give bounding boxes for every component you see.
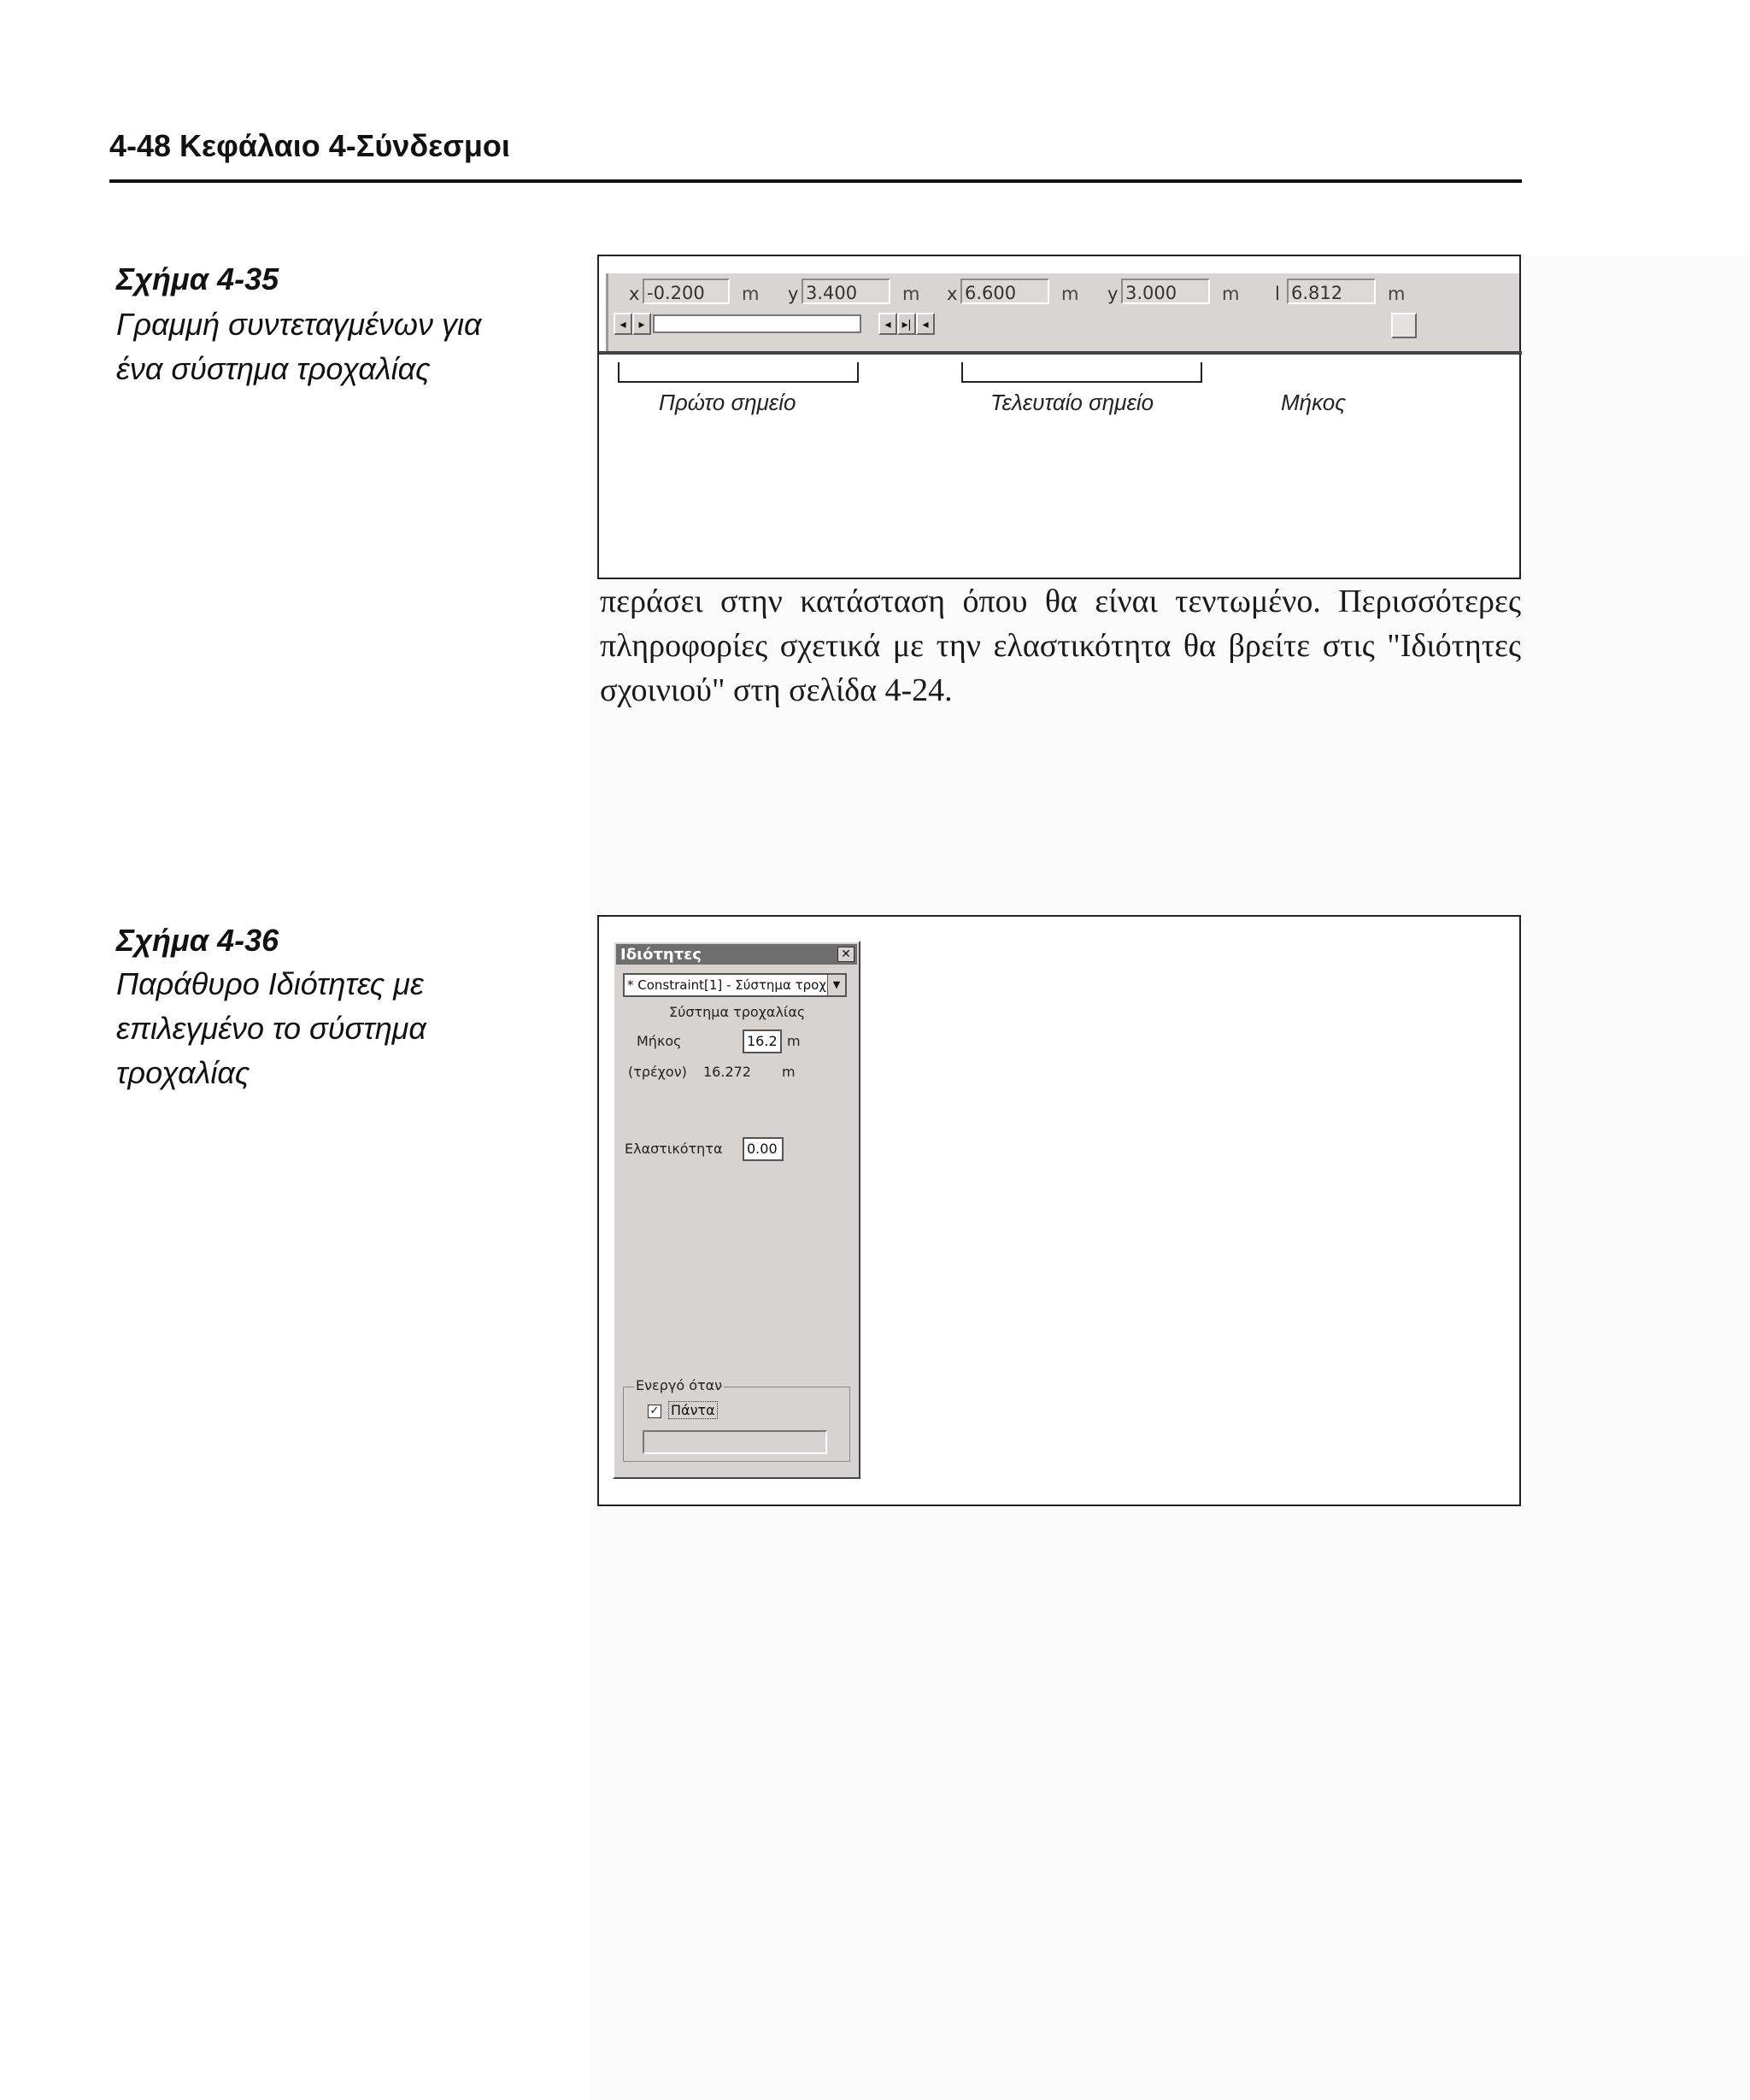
- x1-field[interactable]: -0.200: [643, 279, 730, 304]
- scroll-right-button[interactable]: ▸: [632, 313, 651, 335]
- length-unit: m: [787, 1033, 801, 1049]
- current-value: 16.272: [703, 1064, 751, 1080]
- scroll-left-button[interactable]: ◂: [878, 313, 897, 335]
- scroll-thumb[interactable]: [1391, 313, 1417, 338]
- coordinate-bar: [606, 273, 1519, 354]
- length-label: l: [1275, 284, 1280, 304]
- x2-field[interactable]: 6.600: [960, 279, 1049, 304]
- elasticity-label: Ελαστικότητα: [625, 1141, 723, 1157]
- object-selector[interactable]: [623, 973, 847, 997]
- y1-label: y: [788, 284, 799, 304]
- y2-field[interactable]: 3.000: [1121, 279, 1210, 304]
- body-paragraph: περάσει στην κατάσταση όπου θα είναι τεντωμένο. Περισσότερες πληροφορίες σχετικά με την ελαστικότητα θα βρείτε στις "Ιδιότητες σχοινιού" στη σελίδα 4-24.: [600, 584, 1521, 708]
- length-label: Μήκος: [637, 1033, 682, 1049]
- active-when-label: Ενεργό όταν: [636, 1377, 723, 1393]
- length-input[interactable]: 16.2: [743, 1029, 782, 1053]
- always-checkbox[interactable]: ✓: [648, 1405, 661, 1418]
- scroll-end-button[interactable]: ▸|: [897, 313, 916, 335]
- properties-dialog: [613, 941, 860, 1479]
- first-point-bracket: [618, 362, 859, 383]
- coordinate-bar-edge: [599, 351, 1522, 355]
- caption-line: ένα σύστημα τροχαλίας: [116, 351, 431, 386]
- elasticity-input[interactable]: 0.00: [743, 1137, 784, 1161]
- y2-label: y: [1107, 284, 1119, 304]
- length-unit: m: [1388, 284, 1406, 304]
- last-point-callout: Τελευταίο σημείο: [990, 390, 1154, 415]
- chevron-down-icon[interactable]: ▼: [827, 975, 845, 995]
- caption-line: επιλεγμένο το σύστημα: [116, 1011, 426, 1046]
- length-field[interactable]: 6.812: [1287, 279, 1376, 304]
- dialog-title: Ιδιότητες: [620, 946, 702, 964]
- current-label: (τρέχον): [628, 1064, 687, 1080]
- caption-line: τροχαλίας: [116, 1055, 250, 1090]
- close-icon[interactable]: ✕: [837, 947, 854, 962]
- caption-line: Γραμμή συντεταγμένων για: [116, 307, 482, 342]
- x2-unit: m: [1061, 284, 1079, 304]
- y1-field[interactable]: 3.400: [802, 279, 890, 304]
- section-title: Σύστημα τροχαλίας: [669, 1004, 806, 1020]
- scroll-left-button[interactable]: ◂: [916, 313, 935, 335]
- figure-35-frame: [597, 255, 1521, 579]
- length-callout: Μήκος: [1281, 390, 1346, 415]
- figure-36-number: Σχήμα 4-36: [116, 923, 279, 958]
- x1-label: x: [629, 284, 640, 304]
- scroll-left-button[interactable]: ◂: [614, 313, 632, 335]
- running-head: 4-48 Κεφάλαιο 4-Σύνδεσμοι: [109, 128, 510, 163]
- header-rule: [109, 179, 1522, 183]
- caption-line: Παράθυρο Ιδιότητες με: [116, 966, 424, 1001]
- always-label[interactable]: Πάντα: [668, 1401, 718, 1419]
- y2-unit: m: [1222, 284, 1240, 304]
- scroll-track[interactable]: [653, 314, 861, 333]
- first-point-callout: Πρώτο σημείο: [659, 390, 796, 415]
- figure-36-caption: [116, 962, 561, 1095]
- x2-label: x: [947, 284, 958, 304]
- last-point-bracket: [961, 362, 1202, 383]
- condition-field[interactable]: [643, 1430, 827, 1454]
- object-selector-value: * Constraint[1] - Σύστημα τροχ: [627, 977, 827, 993]
- figure-36-frame: [597, 915, 1521, 1506]
- y1-unit: m: [902, 284, 920, 304]
- figure-35-number: Σχήμα 4-35: [116, 261, 279, 296]
- current-unit: m: [782, 1064, 796, 1080]
- active-when-group: [623, 1377, 850, 1462]
- figure-35-caption: [116, 302, 561, 391]
- x1-unit: m: [742, 284, 760, 304]
- dialog-titlebar[interactable]: [616, 944, 857, 965]
